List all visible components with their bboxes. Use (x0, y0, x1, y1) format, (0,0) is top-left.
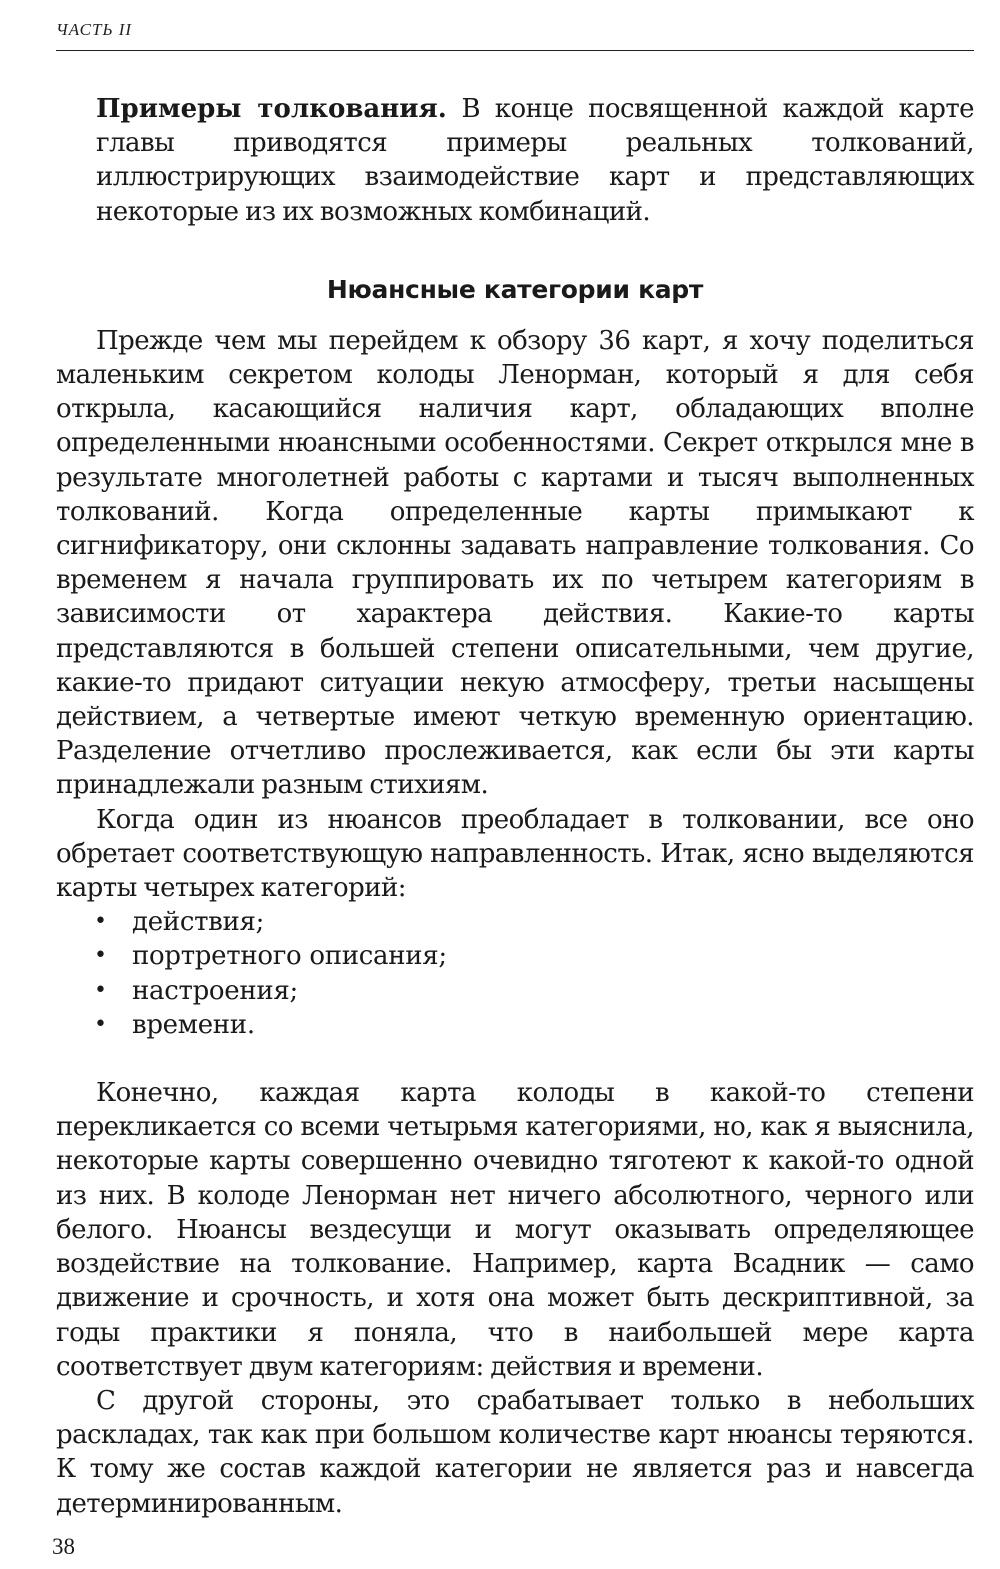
list-item (56, 939, 974, 973)
running-head: ЧАСТЬ II (56, 20, 133, 39)
bullet-icon: • (94, 943, 107, 969)
list-item-text: времени. (132, 1009, 255, 1040)
paragraph: Конечно, каждая карта колоды в какой-то степени перекликается со всеми четырьмя категориями, но, как я выяснила, некоторые карты совершенно очевидно тяготеют к какой-то одной из них. В колоде Ленорман нет ничего абсолютного, черного или белого. Нюансы вездесущи и могут оказывать определяющее воздействие на толкование. Например, карта Всадник — само движение и срочность, и хотя она может быть дескриптивной, за годы практики я поняла, что в наибольшей мере карта соответствует двум категориям: действия и времени. (56, 1078, 974, 1382)
list-item (56, 1008, 974, 1042)
paragraph: Прежде чем мы перейдем к обзору 36 карт, я хочу поделиться маленьким секретом колоды Ленорман, который я для себя открыла, касающийся наличия карт, обладающих вполне определенными нюансными особенностями. Секрет открылся мне в результате многолетней работы с картами и тысяч выполненных толкований. Когда определенные карты примыкают к сигнификатору, они склонны задавать направление толкования. Со временем я начала группировать их по четырем категориям в зависимости от характера действия. Какие-то карты представляются в большей степени описательными, чем другие, какие-то придают ситуации некую атмосферу, третьи насыщены действием, а четвертые имеют четкую временную ориентацию. Разделение отчетливо прослеживается, как если бы эти карты принадлежали разным стихиям. (56, 325, 974, 801)
list-item (56, 905, 974, 939)
paragraph: Когда один из нюансов преобладает в толковании, все оно обретает соответствующую направленность. Итак, ясно выделяются карты четырех категорий: (56, 804, 974, 904)
list-item-text: настроения; (132, 975, 298, 1006)
list-item-text: портретного описания; (132, 941, 447, 972)
page-number: 38 (52, 1534, 75, 1559)
examples-lead: Примеры толкования. (96, 94, 447, 124)
bullet-icon: • (94, 1011, 107, 1037)
bullet-icon: • (94, 909, 107, 935)
examples-text: В конце посвященной каждой карте главы приводятся примеры реальных толкований, иллюстрирующих взаимодействие карт и представляющих некоторые из их возможных комбинаций. (96, 94, 975, 227)
list-item (56, 974, 974, 1008)
list-item-text: действия; (132, 907, 265, 938)
category-list (56, 905, 974, 1042)
bullet-icon: • (94, 977, 107, 1003)
section-title: Нюансные категории карт (326, 274, 704, 304)
header-rule (56, 50, 974, 51)
paragraph: С другой стороны, это срабатывает только в небольших раскладах, так как при большом количестве карт нюансы теряются. К тому же состав каждой категории не является раз и навсегда детерминированным. (56, 1385, 974, 1519)
spacer (56, 1042, 974, 1076)
page-body (56, 92, 974, 1521)
examples-paragraph (56, 92, 974, 229)
